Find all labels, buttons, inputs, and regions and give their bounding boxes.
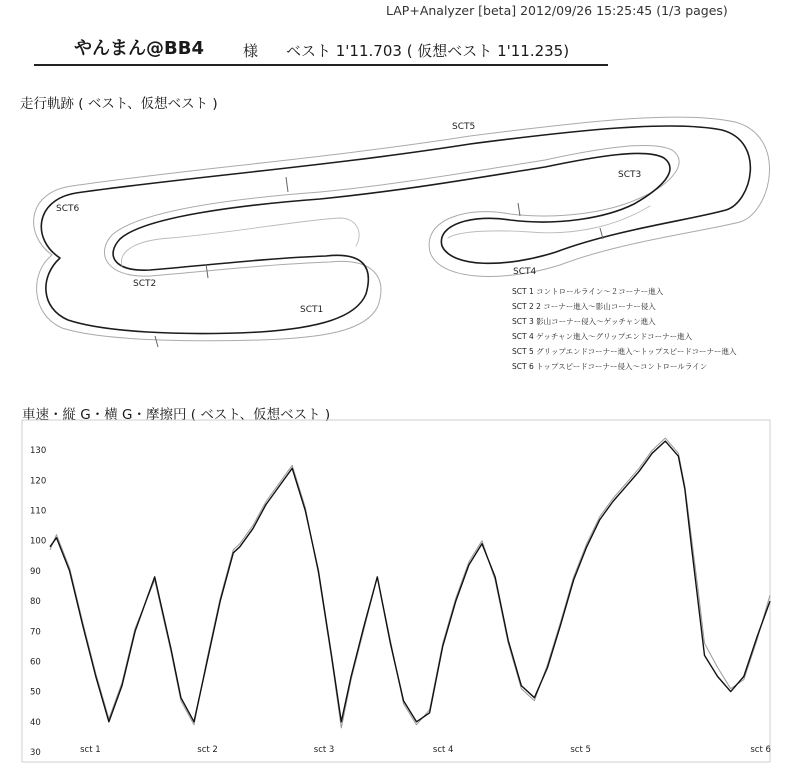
- sector-marker: [155, 336, 158, 347]
- legend-line: SCT 6 トップスピードコーナー侵入～コントロールライン: [512, 362, 708, 370]
- sct2-label: SCT2: [133, 279, 157, 289]
- y-tick-label: 60: [30, 657, 41, 668]
- best-lap-times: ベスト 1'11.703 ( 仮想ベスト 1'11.235): [286, 42, 570, 60]
- legend-line: SCT 2 2 コーナー進入～影山コーナー侵入: [512, 302, 656, 311]
- sct1-label: SCT1: [300, 305, 324, 315]
- header-underline: [34, 64, 608, 66]
- track-map: [0, 100, 799, 370]
- sector-tick-label: sct 4: [432, 745, 454, 755]
- y-tick-label: 90: [30, 566, 41, 577]
- sector-tick-label: sct 2: [197, 745, 218, 755]
- speed-chart: [0, 418, 799, 780]
- honorific: 様: [243, 42, 259, 60]
- y-tick-label: 80: [30, 597, 41, 608]
- sector-marker: [286, 177, 288, 192]
- legend-line: SCT 5 グリップエンドコーナー進入～トップスピードコーナー進入: [512, 347, 737, 356]
- sector-tick-label: sct 5: [570, 745, 591, 755]
- sct3-label: SCT3: [618, 170, 642, 180]
- chart-title: 車速・縦 G・横 G・摩擦円 ( ベスト、仮想ベスト ): [22, 407, 331, 423]
- y-tick-label: 110: [30, 506, 47, 517]
- y-tick-label: 50: [30, 687, 41, 698]
- legend-line: SCT 4 ゲッチャン進入～グリップエンドコーナー進入: [512, 332, 693, 341]
- track-trace-virtual: [34, 117, 770, 341]
- sct4-label: SCT4: [513, 267, 537, 277]
- plot-frame: [22, 420, 770, 762]
- sector-marker: [518, 203, 520, 216]
- y-tick-label: 100: [30, 536, 47, 547]
- driver-name: やんまん@BB4: [74, 38, 204, 59]
- y-tick-label: 30: [30, 748, 41, 758]
- legend-line: SCT 3 影山コーナー侵入～ゲッチャン進入: [512, 317, 656, 326]
- y-tick-label: 120: [30, 476, 47, 487]
- sct5-label: SCT5: [452, 122, 476, 132]
- sector-tick-label: sct 6: [750, 745, 771, 755]
- series-line-best: [50, 441, 770, 722]
- y-tick-label: 70: [30, 627, 41, 638]
- series-group: [50, 438, 770, 728]
- track-section-title: 走行軌跡 ( ベスト、仮想ベスト ): [20, 96, 218, 112]
- sector-legend: [512, 286, 737, 370]
- sector-tick-label: sct 3: [313, 745, 335, 755]
- x-axis: [80, 745, 771, 755]
- y-tick-label: 40: [30, 717, 41, 728]
- sct6-label: SCT6: [56, 204, 80, 214]
- sector-tick-label: sct 1: [80, 745, 101, 755]
- series-line-virtual: [50, 438, 770, 728]
- y-axis: [30, 446, 46, 758]
- y-tick-label: 130: [30, 446, 47, 457]
- legend-line: SCT 1 コントロールライン～２コーナー進入: [512, 287, 664, 296]
- report-meta: LAP+Analyzer [beta] 2012/09/26 15:25:45 (1/3 pages): [386, 3, 728, 18]
